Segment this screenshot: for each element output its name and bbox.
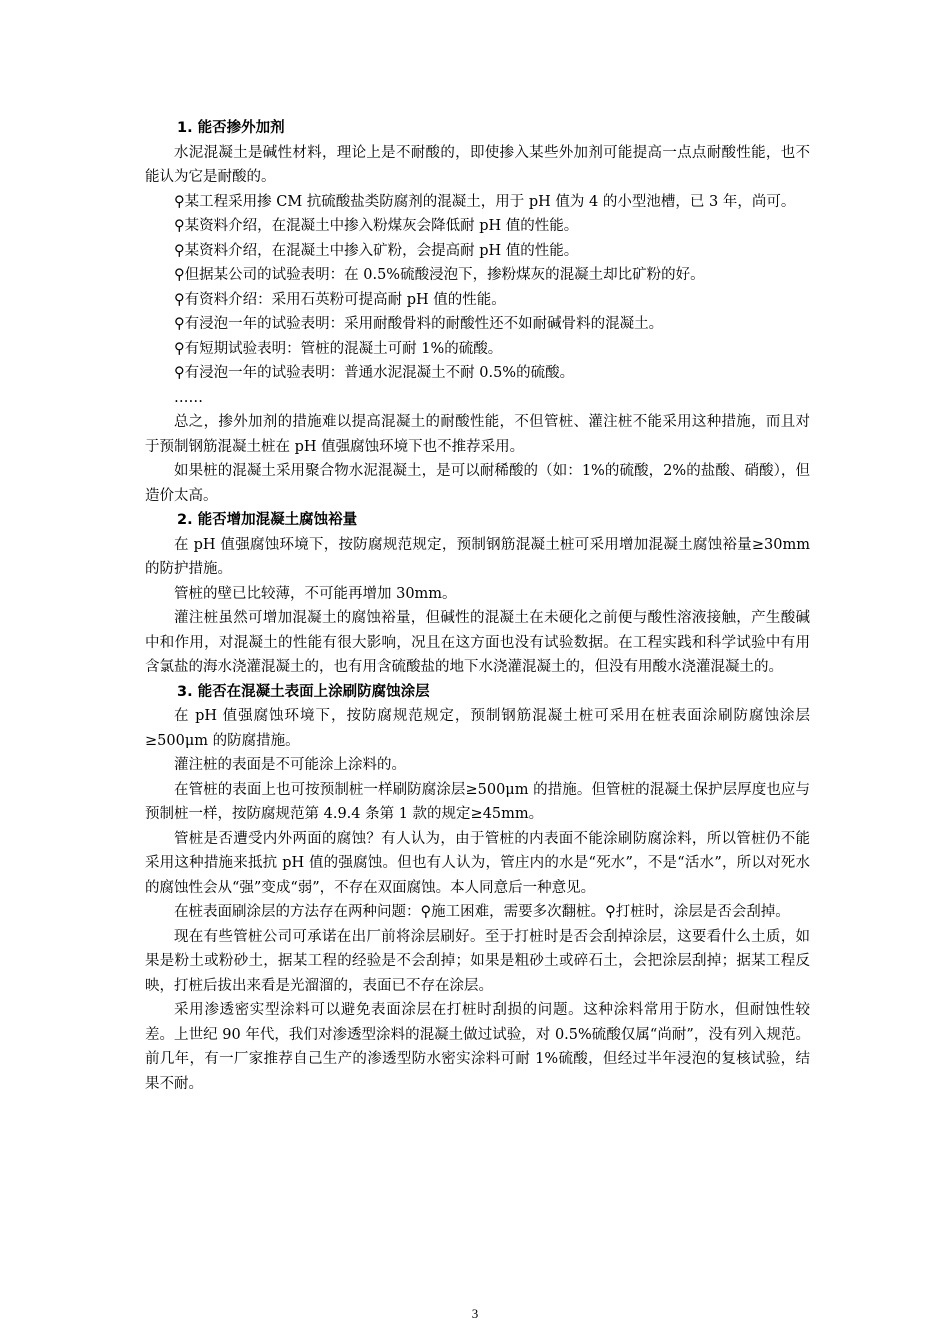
- paragraph: 灌注桩虽然可增加混凝土的腐蚀裕量，但碱性的混凝土在未硬化之前便与酸性溶液接触，产生酸碱中和作用，对混凝土的性能有很大影响，况且在这方面也没有试验数据。在工程实践和科学试验中有用含氯盐的海水浇灌混凝土的，也有用含硫酸盐的地下水浇灌混凝土的，但没有用酸水浇灌混凝土的。: [145, 610, 810, 675]
- paragraph: 在桩表面刷涂层的方法存在两种问题：⚲施工困难，需要多次翻桩。⚲打桩时，涂层是否会刮掉。: [174, 904, 790, 920]
- document-body: [145, 116, 810, 1096]
- bullet-icon: ⚲: [174, 242, 185, 259]
- bullet-icon: ⚲: [174, 340, 185, 357]
- ellipsis: ……: [174, 389, 203, 406]
- paragraph: 管桩的壁已比较薄，不可能再增加 30mm。: [174, 585, 457, 602]
- paragraph: 现在有些管桩公司可承诺在出厂前将涂层刷好。至于打桩时是否会刮掉涂层，这要看什么土质，如果是粉土或粉砂土，据某工程的经验是不会刮掉；如果是粗砂土或碎石土，会把涂层刮掉；据某工程反映，打桩后拔出来看是光溜溜的，表面已不存在涂层。: [145, 928, 810, 994]
- list-item-text: 有浸泡一年的试验表明：采用耐酸骨料的耐酸性还不如耐碱骨料的混凝土。: [184, 316, 664, 332]
- bullet-icon: ⚲: [174, 193, 185, 210]
- list-item-text: 有短期试验表明：管桩的混凝土可耐 1%的硫酸。: [184, 340, 503, 357]
- paragraph: 水泥混凝土是碱性材料，理论上是不耐酸的，即使掺入某些外加剂可能提高一点点耐酸性能，也不能认为它是耐酸的。: [145, 144, 810, 185]
- paragraph: 在 pH 值强腐蚀环境下，按防腐规范规定，预制钢筋混凝土桩可采用在桩表面涂刷防腐蚀涂层≥500μm 的防腐措施。: [145, 708, 810, 749]
- bullet-icon: ⚲: [174, 365, 185, 381]
- list-item-text: 某资料介绍，在混凝土中掺入粉煤灰会降低耐 pH 值的性能。: [184, 218, 579, 234]
- section-heading-1: 1. 能否掺外加剂: [177, 120, 285, 136]
- bullet-icon: ⚲: [174, 291, 185, 308]
- list-item: [145, 288, 810, 313]
- bullet-icon: ⚲: [174, 267, 185, 283]
- paragraph: 如果桩的混凝土采用聚合物水泥混凝土，是可以耐稀酸的（如：1%的硫酸，2%的盐酸、硝酸），但造价太高。: [145, 463, 810, 504]
- section-heading-3: 3. 能否在混凝土表面上涂刷防腐蚀涂层: [177, 683, 430, 700]
- list-item-text: 但据某公司的试验表明：在 0.5%硫酸浸泡下，掺粉煤灰的混凝土却比矿粉的好。: [184, 267, 705, 283]
- paragraph: 灌注桩的表面是不可能涂上涂料的。: [174, 757, 406, 773]
- bullet-icon: ⚲: [174, 218, 185, 234]
- list-item: [145, 239, 810, 264]
- paragraph: 在 pH 值强腐蚀环境下，按防腐规范规定，预制钢筋混凝土桩可采用增加混凝土腐蚀裕量≥30mm 的防护措施。: [145, 536, 810, 577]
- paragraph: 总之，掺外加剂的措施难以提高混凝土的耐酸性能，不但管桩、灌注桩不能采用这种措施，而且对于预制钢筋混凝土桩在 pH 值强腐蚀环境下也不推荐采用。: [145, 414, 810, 455]
- list-item-text: 某工程采用掺 CM 抗硫酸盐类防腐剂的混凝土，用于 pH 值为 4 的小型池槽，已 3 年，尚可。: [184, 193, 796, 210]
- list-item: [145, 263, 810, 288]
- list-item: [145, 190, 810, 215]
- paragraph: 在管桩的表面上也可按预制桩一样刷防腐涂层≥500μm 的措施。但管桩的混凝土保护层厚度也应与预制桩一样，按防腐规范第 4.9.4 条第 1 款的规定≥45mm。: [145, 781, 810, 822]
- list-item-text: 有资料介绍：采用石英粉可提高耐 pH 值的性能。: [184, 291, 506, 308]
- paragraph: 采用渗透密实型涂料可以避免表面涂层在打桩时刮损的问题。这种涂料常用于防水，但耐蚀性较差。上世纪 90 年代，我们对渗透型涂料的混凝土做过试验，对 0.5%硫酸仅属“尚耐”，没有列入规范。前几年，有一厂家推荐自己生产的渗透型防水密实涂料可耐 1%硫酸，但经过半年浸泡的复核试验，结果不耐。: [145, 1002, 810, 1092]
- list-item: [145, 214, 810, 239]
- paragraph: 管桩是否遭受内外两面的腐蚀？有人认为，由于管桩的内表面不能涂刷防腐涂料，所以管桩仍不能采用这种措施来抵抗 pH 值的强腐蚀。但也有人认为，管庄内的水是“死水”，不是“活水”，所以对死水的腐蚀性会从“强”变成“弱”，不存在双面腐蚀。本人同意后一种意见。: [145, 830, 810, 896]
- page-number: 3: [471, 1306, 479, 1321]
- list-item: [145, 337, 810, 362]
- list-item-text: 某资料介绍，在混凝土中掺入矿粉，会提高耐 pH 值的性能。: [184, 242, 579, 259]
- section-heading-2: 2. 能否增加混凝土腐蚀裕量: [177, 512, 358, 528]
- list-item: [145, 361, 810, 386]
- list-item-text: 有浸泡一年的试验表明：普通水泥混凝土不耐 0.5%的硫酸。: [184, 365, 575, 381]
- bullet-icon: ⚲: [174, 316, 185, 332]
- list-item: [145, 312, 810, 337]
